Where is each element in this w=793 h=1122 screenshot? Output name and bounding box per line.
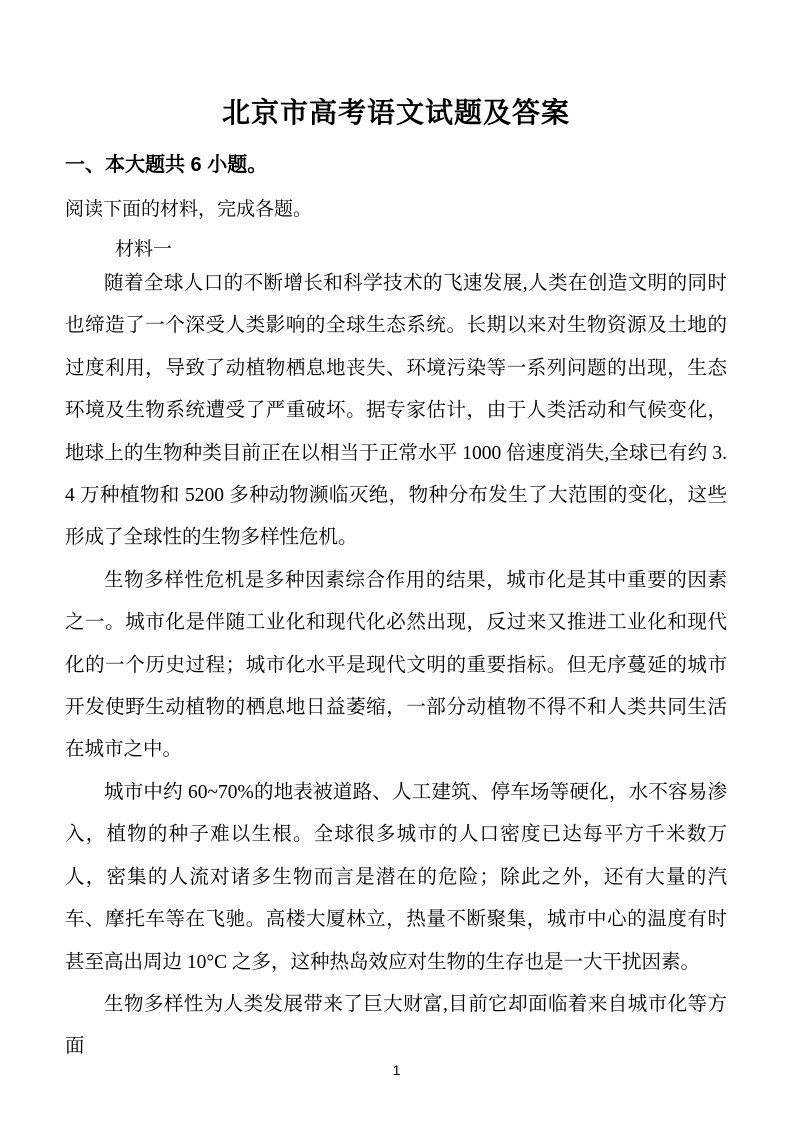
section-heading: 一、本大题共 6 小题。: [65, 154, 268, 176]
paragraph: 生物多样性危机是多种因素综合作用的结果，城市化是其中重要的因素之一。城市化是伴随工业化和现代化必然出现，反过来又推进工业化和现代化的一个历史过程；城市化水平是现代文明的重要指标。但无序蔓延的城市开发使野生动植物的栖息地日益萎缩，一部分动植物不得不和人类共同生活在城市之中。: [65, 569, 727, 761]
page-number: 1: [392, 1062, 401, 1078]
paragraph: 城市中约 60~70%的地表被道路、人工建筑、停车场等硬化，水不容易渗入，植物的种子难以生根。全球很多城市的人口密度已达每平方千米数万人，密集的人流对诸多生物而言是潜在的危险；除此之外，还有大量的汽车、摩托车等在飞驰。高楼大厦林立，热量不断聚集，城市中心的温度有时甚至高出周边 10°C 之多，这种热岛效应对生物的生存也是一大干扰因素。: [65, 781, 727, 973]
document-title: 北京市高考语文试题及答案: [221, 97, 570, 128]
instruction-line: 阅读下面的材料，完成各题。: [65, 199, 313, 220]
material-body: [65, 263, 727, 1069]
paragraph: 随着全球人口的不断增长和科学技术的飞速发展,人类在创造文明的同时也缔造了一个深受人类影响的全球生态系统。长期以来对生物资源及土地的过度利用，导致了动植物栖息地丧失、环境污染等一系列问题的出现，生态环境及生物系统遭受了严重破坏。据专家估计，由于人类活动和气候变化，地球上的生物种类目前正在以相当于正常水平 1000 倍速度消失,全球已有约 3.4 万种植物和 5200 多种动物濒临灭绝，物种分布发生了大范围的变化，这些形成了全球性的生物多样性危机。: [65, 273, 727, 549]
paragraph: 生物多样性为人类发展带来了巨大财富,目前它却面临着来自城市化等方面: [65, 993, 727, 1058]
material-label: 材料一: [115, 239, 173, 260]
